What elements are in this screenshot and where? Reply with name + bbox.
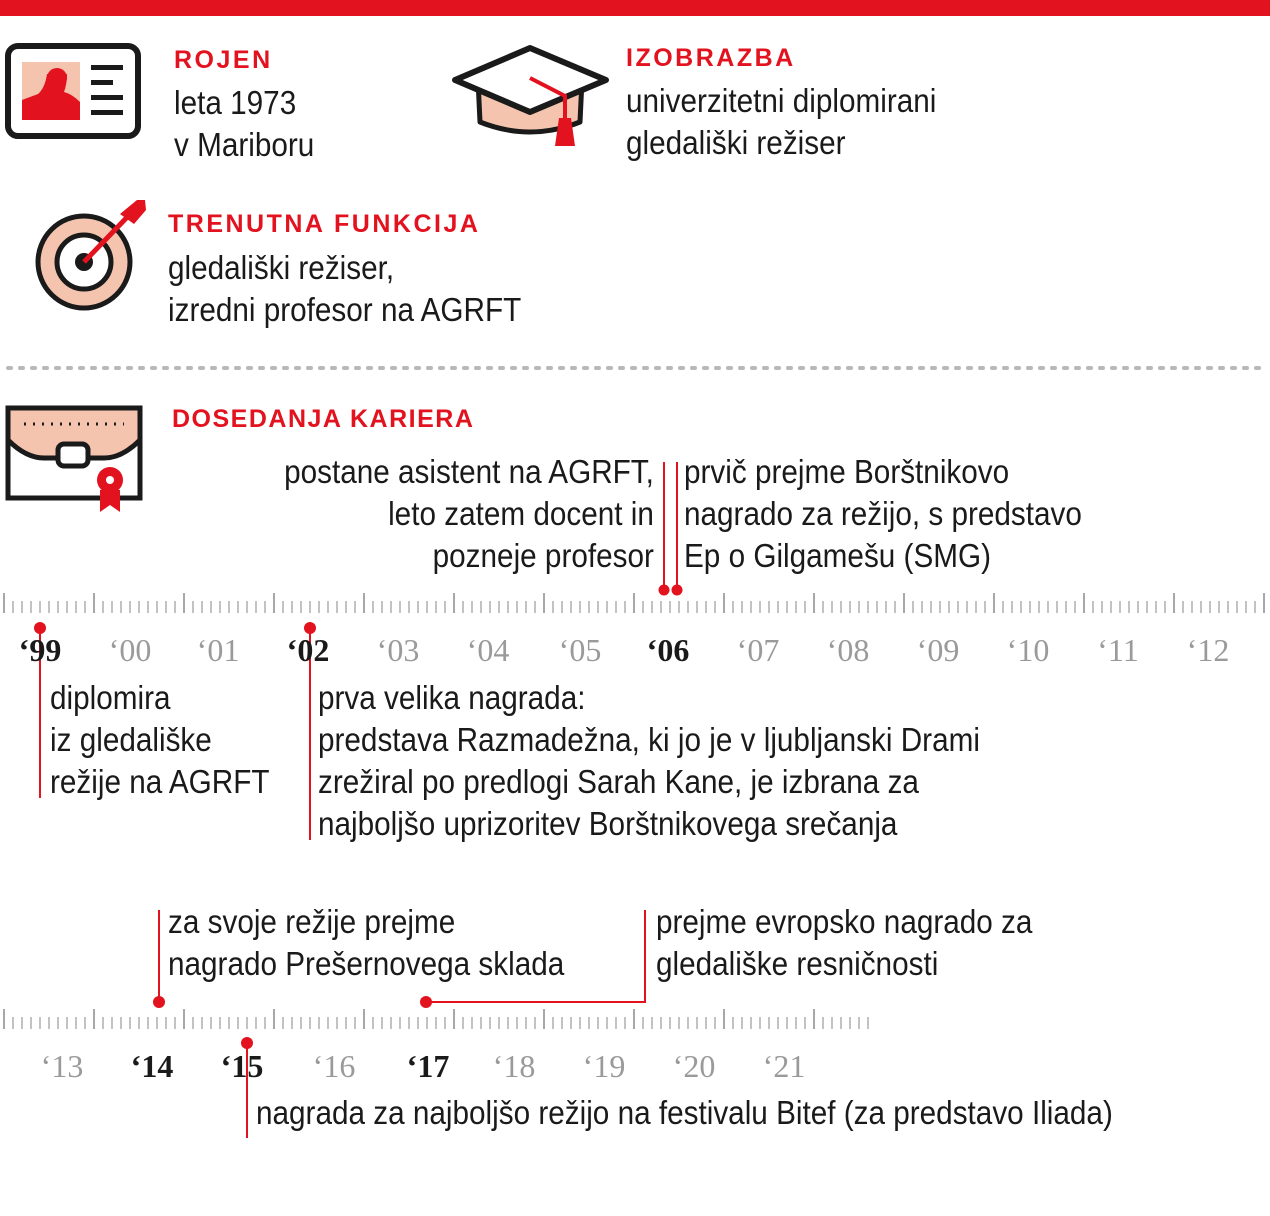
year-label: ‘07: [736, 632, 780, 668]
event-line: prejme evropsko nagrado za: [656, 903, 1033, 940]
event-line: zrežiral po predlogi Sarah Kane, je izbrana za: [318, 763, 919, 800]
year-label: ‘11: [1097, 632, 1139, 668]
year-label: ‘06: [646, 632, 690, 668]
year-label: ‘16: [312, 1048, 356, 1084]
event-line: predstava Razmadežna, ki jo je v ljubljanski Drami: [318, 721, 980, 758]
event-line: pozneje profesor: [432, 537, 654, 574]
education-line-1: univerzitetni diplomirani: [626, 82, 937, 119]
current-line-2: izredni profesor na AGRFT: [168, 291, 522, 328]
event-line: režije na AGRFT: [50, 763, 270, 800]
event-line: nagrada za najboljšo režijo na festivalu Bitef (za predstavo Iliada): [256, 1094, 1113, 1131]
year-label: ‘05: [558, 632, 602, 668]
year-label: ‘01: [196, 632, 240, 668]
year-label: ‘21: [762, 1048, 806, 1084]
timeline-ruler-2: [4, 1009, 868, 1029]
year-label: ‘13: [40, 1048, 84, 1084]
year-label: ‘02: [286, 632, 330, 668]
event-2006-right: [684, 451, 1082, 577]
born-text: [174, 82, 314, 166]
event-line: nagrado Prešernovega sklada: [168, 945, 565, 982]
event-line: diplomira: [50, 679, 171, 716]
year-label: ‘10: [1006, 632, 1050, 668]
top-bar: [0, 0, 1270, 16]
id-card-icon: [8, 46, 138, 136]
event-line: postane asistent na AGRFT,: [284, 453, 654, 490]
born-line-1: leta 1973: [174, 84, 297, 121]
current-heading: TRENUTNA FUNKCIJA: [168, 210, 481, 238]
education-heading: IZOBRAZBA: [626, 44, 796, 72]
year-label: ‘09: [916, 632, 960, 668]
born-line-2: v Mariboru: [174, 126, 315, 163]
event-2014: [168, 901, 564, 985]
year-label: ‘12: [1186, 632, 1230, 668]
event-line: nagrado za režijo, s predstavo: [684, 495, 1082, 532]
year-label: ‘14: [130, 1048, 174, 1084]
event-line: za svoje režije prejme: [168, 903, 456, 940]
year-label: ‘17: [406, 1048, 450, 1084]
event-line: najboljšo uprizoritev Borštnikovega srečanja: [318, 805, 898, 842]
target-icon: [38, 200, 146, 308]
education-line-2: gledališki režiser: [626, 124, 846, 161]
year-label: ‘18: [492, 1048, 536, 1084]
event-line: leto zatem docent in: [388, 495, 654, 532]
graduation-cap-icon: [455, 48, 606, 146]
event-2006-left: [284, 451, 654, 577]
event-1999: [50, 677, 270, 803]
year-label: ‘99: [18, 632, 62, 668]
event-line: Ep o Gilgamešu (SMG): [684, 537, 991, 574]
year-label: ‘03: [376, 632, 420, 668]
briefcase-icon: [8, 408, 140, 512]
current-text: [168, 247, 521, 331]
event-2017: [656, 901, 1032, 985]
event-line: iz gledališke: [50, 721, 212, 758]
event-line: prvič prejme Borštnikovo: [684, 453, 1010, 490]
current-line-1: gledališki režiser,: [168, 249, 395, 286]
event-line: gledališke resničnosti: [656, 945, 939, 982]
education-text: [626, 80, 936, 164]
year-label: ‘19: [582, 1048, 626, 1084]
career-heading: DOSEDANJA KARIERA: [172, 405, 475, 433]
event-line: prva velika nagrada:: [318, 679, 586, 716]
timeline-ruler-1: [4, 593, 1264, 613]
event-2002: [318, 677, 980, 845]
born-heading: ROJEN: [174, 46, 273, 74]
year-label: ‘20: [672, 1048, 716, 1084]
year-label: ‘15: [220, 1048, 264, 1084]
event-2015: [256, 1092, 1113, 1134]
year-label: ‘04: [466, 632, 510, 668]
year-label: ‘00: [108, 632, 152, 668]
year-label: ‘08: [826, 632, 870, 668]
